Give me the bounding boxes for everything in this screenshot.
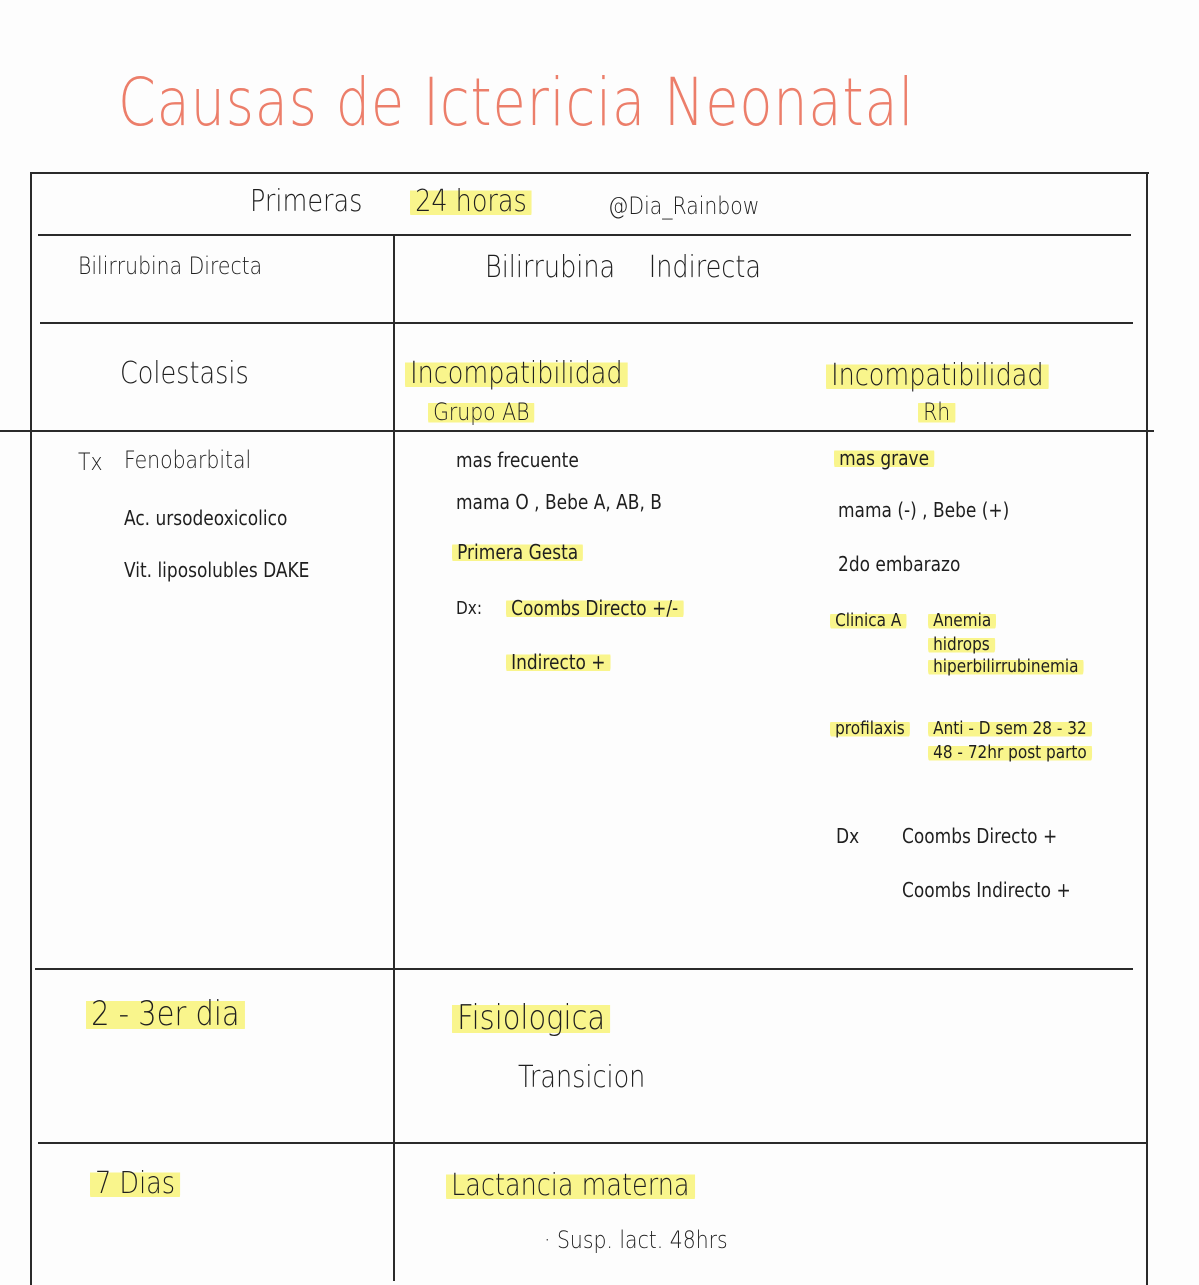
column-divider (393, 236, 395, 1281)
table-top-border (30, 172, 1149, 174)
columns-divider (40, 322, 1133, 324)
ab-gesta: Primera Gesta (452, 540, 583, 564)
rh-clinica-item: Anemia (928, 610, 996, 631)
tx-label: Tx (78, 448, 103, 476)
table-left-border (30, 172, 32, 1285)
row3-divider (38, 1142, 1147, 1144)
tx-item: Fenobarbital (124, 446, 252, 474)
rh-line: 2do embarazo (838, 552, 961, 576)
column-indirecta-heading: Bilirrubina Indirecta (485, 250, 761, 285)
row2-title: Fisiologica (452, 998, 610, 1038)
ab-dx-directo: Coombs Directo +/- (506, 596, 683, 620)
rh-title: Incompatibilidad (826, 358, 1049, 393)
page-title: Causas de Ictericia Neonatal (118, 64, 915, 141)
rh-clinica-item: hidrops (928, 634, 995, 655)
row3-sub: · Susp. lact. 48hrs (544, 1226, 728, 1254)
tx-item: Vit. liposolubles DAKE (124, 558, 310, 582)
rh-clinica-label: Clinica A (830, 610, 906, 631)
row3-dia: 7 Dias (90, 1166, 180, 1201)
ab-subtitle: Grupo AB (428, 398, 535, 426)
ab-dx-label: Dx: (456, 598, 482, 619)
row2-divider (35, 968, 1133, 970)
ab-dx-indirecto: Indirecto + (506, 650, 611, 674)
ab-title: Incompatibilidad (405, 356, 628, 391)
header-divider (38, 234, 1131, 236)
rh-profilaxis-label: profilaxis (830, 718, 910, 739)
rh-subtitle: Rh (918, 398, 955, 426)
column-directa-heading: Bilirrubina Directa (78, 252, 263, 280)
rh-profilaxis-1: Anti - D sem 28 - 32 (928, 718, 1092, 739)
rh-dx-label: Dx (836, 824, 860, 848)
row3-title: Lactancia materna (446, 1168, 695, 1203)
ab-line: mas frecuente (456, 448, 579, 472)
rh-profilaxis-2: 48 - 72hr post parto (928, 742, 1092, 763)
row2-dia: 2 - 3er dia (86, 994, 245, 1034)
table-right-border (1146, 172, 1148, 1285)
ab-line: mama O , Bebe A, AB, B (456, 490, 662, 514)
rh-line: mas grave (834, 446, 934, 470)
colestasis-label: Colestasis (120, 356, 249, 391)
row1-divider (0, 430, 1154, 432)
rh-clinica-item: hiperbilirrubinemia (928, 656, 1084, 677)
rh-dx-indirecto: Coombs Indirecto + (902, 878, 1071, 902)
header-primeras: Primeras (250, 184, 363, 219)
tx-item: Ac. ursodeoxicolico (124, 506, 288, 530)
row2-sub: Transicion (518, 1060, 646, 1095)
header-horas: 24 horas (410, 184, 532, 219)
rh-line: mama (-) , Bebe (+) (838, 498, 1010, 522)
header-handle: @Dia_Rainbow (608, 192, 760, 220)
rh-dx-directo: Coombs Directo + (902, 824, 1058, 848)
